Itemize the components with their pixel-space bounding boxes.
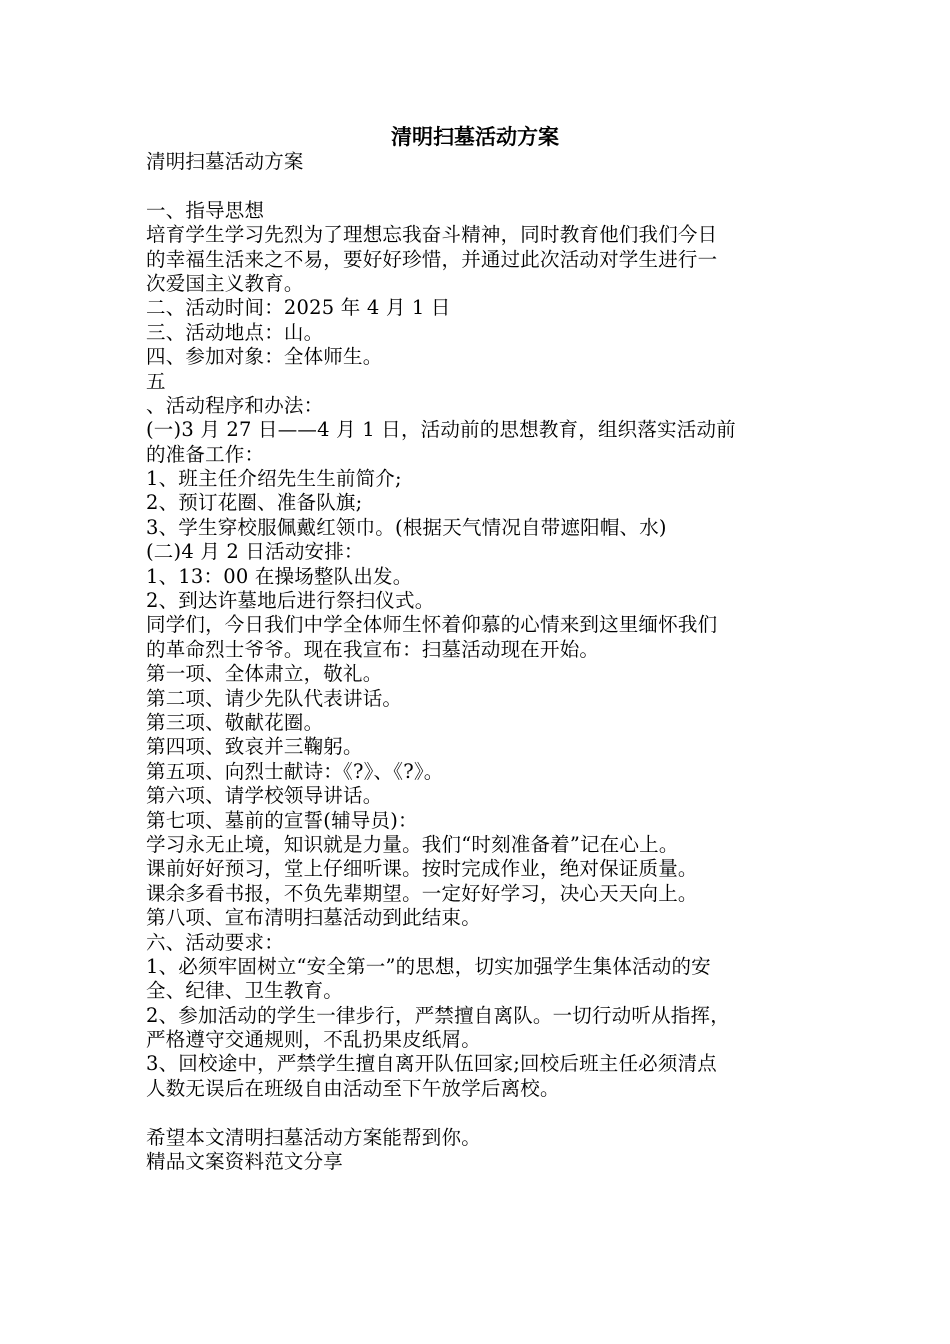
body-line: 严格遵守交通规则，不乱扔果皮纸屑。 (146, 1028, 481, 1052)
body-line: 精品文案资料范文分享 (146, 1150, 344, 1174)
body-line: (二)4 月 2 日活动安排： (146, 540, 364, 564)
body-line: 第三项、敬献花圈。 (146, 710, 324, 734)
document-body (146, 150, 806, 1174)
body-line: 第五项、向烈士献诗：《?》、《?》。 (146, 759, 444, 783)
body-line: 第八项、宣布清明扫墓活动到此结束。 (146, 906, 481, 930)
body-line: (一)3 月 27 日——4 月 1 日，活动前的思想教育，组织落实活动前 (146, 418, 736, 442)
body-line: 第四项、致哀并三鞠躬。 (146, 735, 363, 759)
body-line: 1、班主任介绍先生生前简介; (146, 467, 402, 491)
body-line: 人数无误后在班级自由活动至下午放学后离校。 (146, 1076, 560, 1100)
body-line: 2、参加活动的学生一律步行，严禁擅自离队。一切行动听从指挥， (146, 1003, 730, 1027)
body-line: 第一项、全体肃立，敬礼。 (146, 662, 383, 686)
body-line: 、活动程序和办法： (146, 393, 324, 417)
body-line: 学习永无止境，知识就是力量。我们“时刻准备着”记在心上。 (146, 832, 679, 856)
body-line: 的革命烈士爷爷。现在我宣布：扫墓活动现在开始。 (146, 637, 600, 661)
body-line: 四、参加对象：全体师生。 (146, 345, 383, 369)
body-line: 培育学生学习先烈为了理想忘我奋斗精神，同时教育他们我们今日 (146, 223, 718, 247)
body-line: 希望本文清明扫墓活动方案能帮到你。 (146, 1125, 481, 1149)
body-line: 全、纪律、卫生教育。 (146, 979, 344, 1003)
document-title: 清明扫墓活动方案 (391, 125, 559, 149)
body-line: 第六项、请学校领导讲话。 (146, 784, 383, 808)
body-line: 3、学生穿校服佩戴红领巾。(根据天气情况自带遮阳帽、水) (146, 515, 667, 539)
body-line: 同学们，今日我们中学全体师生怀着仰慕的心情来到这里缅怀我们 (146, 613, 718, 637)
body-line: 2、到达许墓地后进行祭扫仪式。 (146, 589, 435, 613)
body-line: 五 (146, 369, 166, 393)
body-line: 课前好好预习，堂上仔细听课。按时完成作业，绝对保证质量。 (146, 857, 698, 881)
body-line: 2、预订花圈、准备队旗; (146, 491, 363, 515)
body-line: 第七项、墓前的宣誓(辅导员)： (146, 808, 418, 832)
body-line: 三、活动地点：山。 (146, 320, 324, 344)
body-line: 3、回校途中，严禁学生擅自离开队伍回家;回校后班主任必须清点 (146, 1052, 717, 1076)
body-line: 清明扫墓活动方案 (146, 150, 304, 173)
body-line: 一、指导思想 (146, 198, 265, 222)
blank-line (146, 174, 806, 198)
blank-line (146, 1101, 806, 1125)
body-line: 的幸福生活来之不易，要好好珍惜，并通过此次活动对学生进行一 (146, 247, 718, 271)
body-line: 课余多看书报，不负先辈期望。一定好好学习，决心天天向上。 (146, 881, 698, 905)
body-line: 次爱国主义教育。 (146, 271, 304, 295)
body-line: 1、必须牢固树立“安全第一”的思想，切实加强学生集体活动的安 (146, 954, 711, 978)
body-line: 二、活动时间：2025 年 4 月 1 日 (146, 296, 451, 320)
body-line: 1、13：00 在操场整队出发。 (146, 564, 413, 588)
body-line: 六、活动要求： (146, 930, 284, 954)
body-line: 的准备工作： (146, 442, 265, 466)
body-line: 第二项、请少先队代表讲话。 (146, 686, 403, 710)
